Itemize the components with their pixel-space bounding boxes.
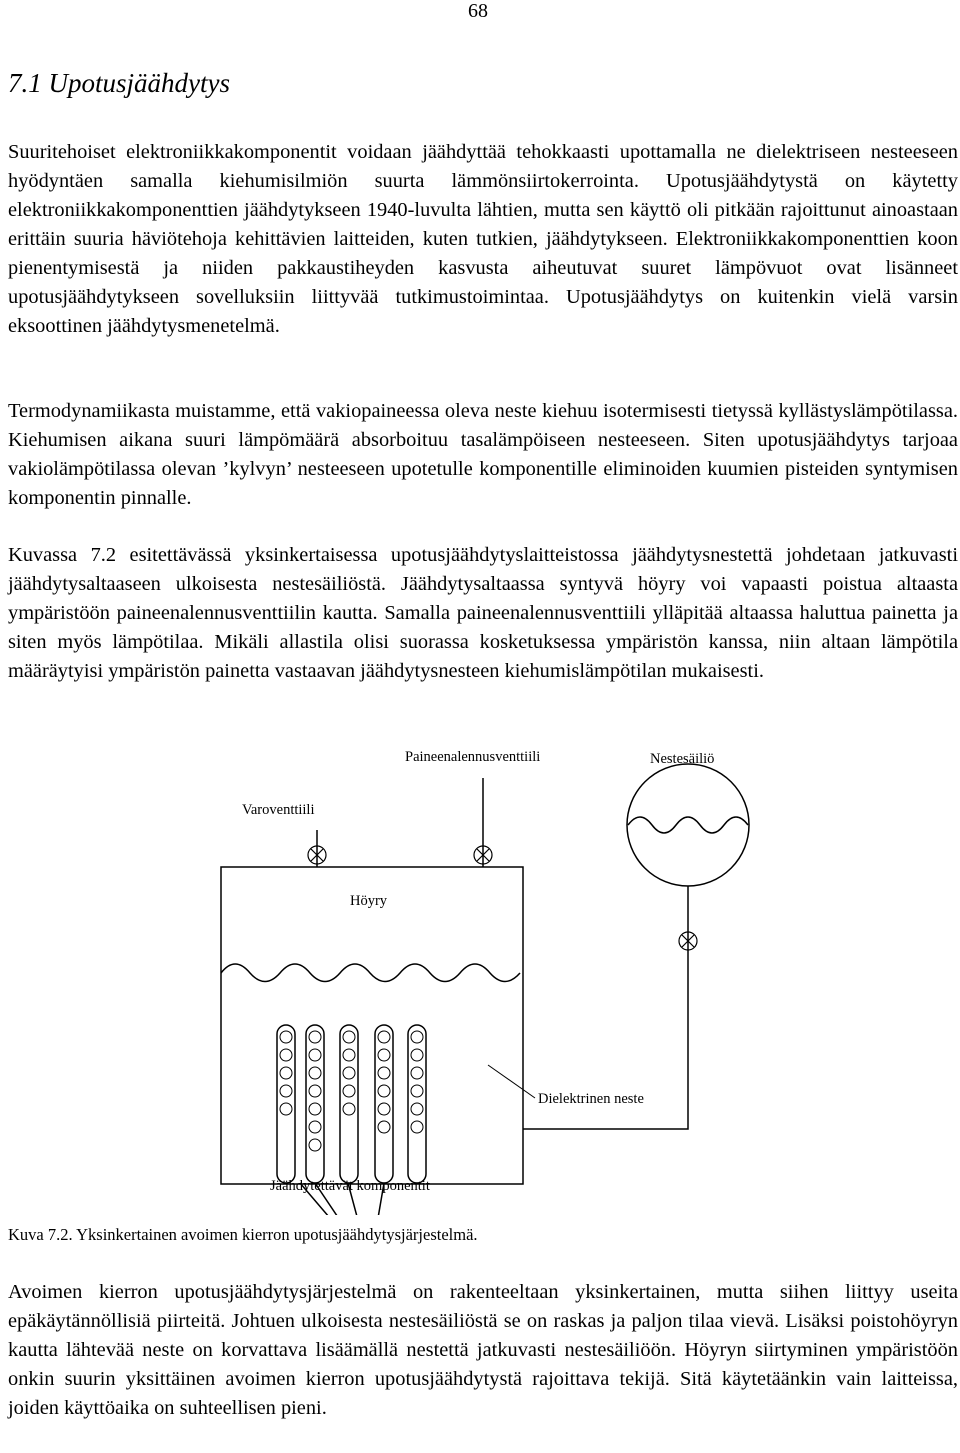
section-title: 7.1 Upotusjäähdytys xyxy=(8,68,230,98)
tank-liquid-wave xyxy=(628,817,748,833)
bubble-columns xyxy=(280,1031,423,1151)
page-number: 68 xyxy=(468,0,488,22)
cooling-bath xyxy=(221,867,523,1184)
label-safety-valve: Varoventtiili xyxy=(242,802,315,818)
paragraph-2: Termodynamiikasta muistamme, että vakiopaineessa oleva neste kiehuu isotermisesti tietyssä kyllästyslämpötilassa. Kiehumisen aikana suuri lämpömäärä absorboituu tasalämpöiseen nesteeseen. Siten upotusjäähdytys tarjoaa vakiolämpötilassa olevan ’kylvyn’ nesteeseen upotetulle komponentille eliminoiden kuumien pisteiden syntymisen komponentin pinnalle. xyxy=(8,400,958,509)
label-liquid: Dielektrinen neste xyxy=(538,1091,644,1107)
liquid-surface xyxy=(221,964,520,982)
liquid-leader xyxy=(488,1065,535,1098)
label-components: Jäähdytettävät komponentit xyxy=(270,1178,430,1194)
figure-caption: Kuva 7.2. Yksinkertainen avoimen kierron upotusjäähdytysjärjestelmä. xyxy=(8,1225,478,1244)
paragraph-4: Avoimen kierron upotusjäähdytysjärjestelmä on rakenteeltaan yksinkertainen, mutta siihen liittyy useita epäkäytännöllisiä piirteitä. Johtuen ulkoisesta nestesäiliöstä se on raskas ja paljon tilaa vievä. Lisäksi poistohöyryn kautta lähtevää neste on korvattava lisäämällä nestettä jatkuvasti nestesäiliöön. Höyryn siirtyminen ympäristöön onkin suurin yksittäinen avoimen kierron upotusjäähdytystä rajoittava tekijä. Sitä käytetäänkin vain laitteissa, joiden käyttöaika on suhteellisen pieni. xyxy=(8,1281,958,1419)
paragraph-1: Suuritehoiset elektroniikkakomponentit voidaan jäähdyttää tehokkaasti upottamalla ne dielektriseen nesteeseen hyödyntäen samalla kiehumisilmiön suurta lämmönsiirtokerrointa. Upotusjäähdytystä on käytetty elektroniikkakomponenttien jäähdytykseen 1940-luvulta lähtien, mutta sen käyttö oli pitkään rajoittunut ainoastaan erittäin suuria häviötehoja kehittävien laitteiden, kuten tutkien, jäähdytykseen. Elektroniikkakomponenttien koon pienentymisestä ja niiden pakkaustiheyden kasvusta aiheutuvat suuret lämpövuot ovat lisänneet upotusjäähdytykseen sovelluksiin liittyvää tutkimustoimintaa. Upotusjäähdytys on kuitenkin vielä varsin eksoottinen jäähdytysmenetelmä. xyxy=(8,141,958,337)
paragraph-3: Kuvassa 7.2 esitettävässä yksinkertaisessa upotusjäähdytyslaitteistossa jäähdytysnestettä johdetaan jatkuvasti jäähdytysaltaaseen ulkoisesta nestesäiliöstä. Jäähdytysaltaassa syntyvä höyry voi vapaasti poistua altaasta ympäristöön paineenalennusventtiilin kautta. Samalla paineenalennusventtiili ylläpitää altaassa haluttua painetta ja siten myös lämpötilaa. Mikäli allastila olisi suorassa kosketuksessa ympäristön kanssa, niin altaan lämpötila määräytyisi ympäristön painetta vastaavan jäähdytysnesteen kiehumislämpötilan mukaisesti. xyxy=(8,544,958,682)
label-vapor: Höyry xyxy=(350,893,388,909)
label-pressure-valve: Paineenalennusventtiili xyxy=(405,749,541,765)
label-tank: Nestesäiliö xyxy=(650,751,715,767)
immersion-cooling-diagram xyxy=(0,735,960,1215)
tank-body xyxy=(627,764,749,886)
